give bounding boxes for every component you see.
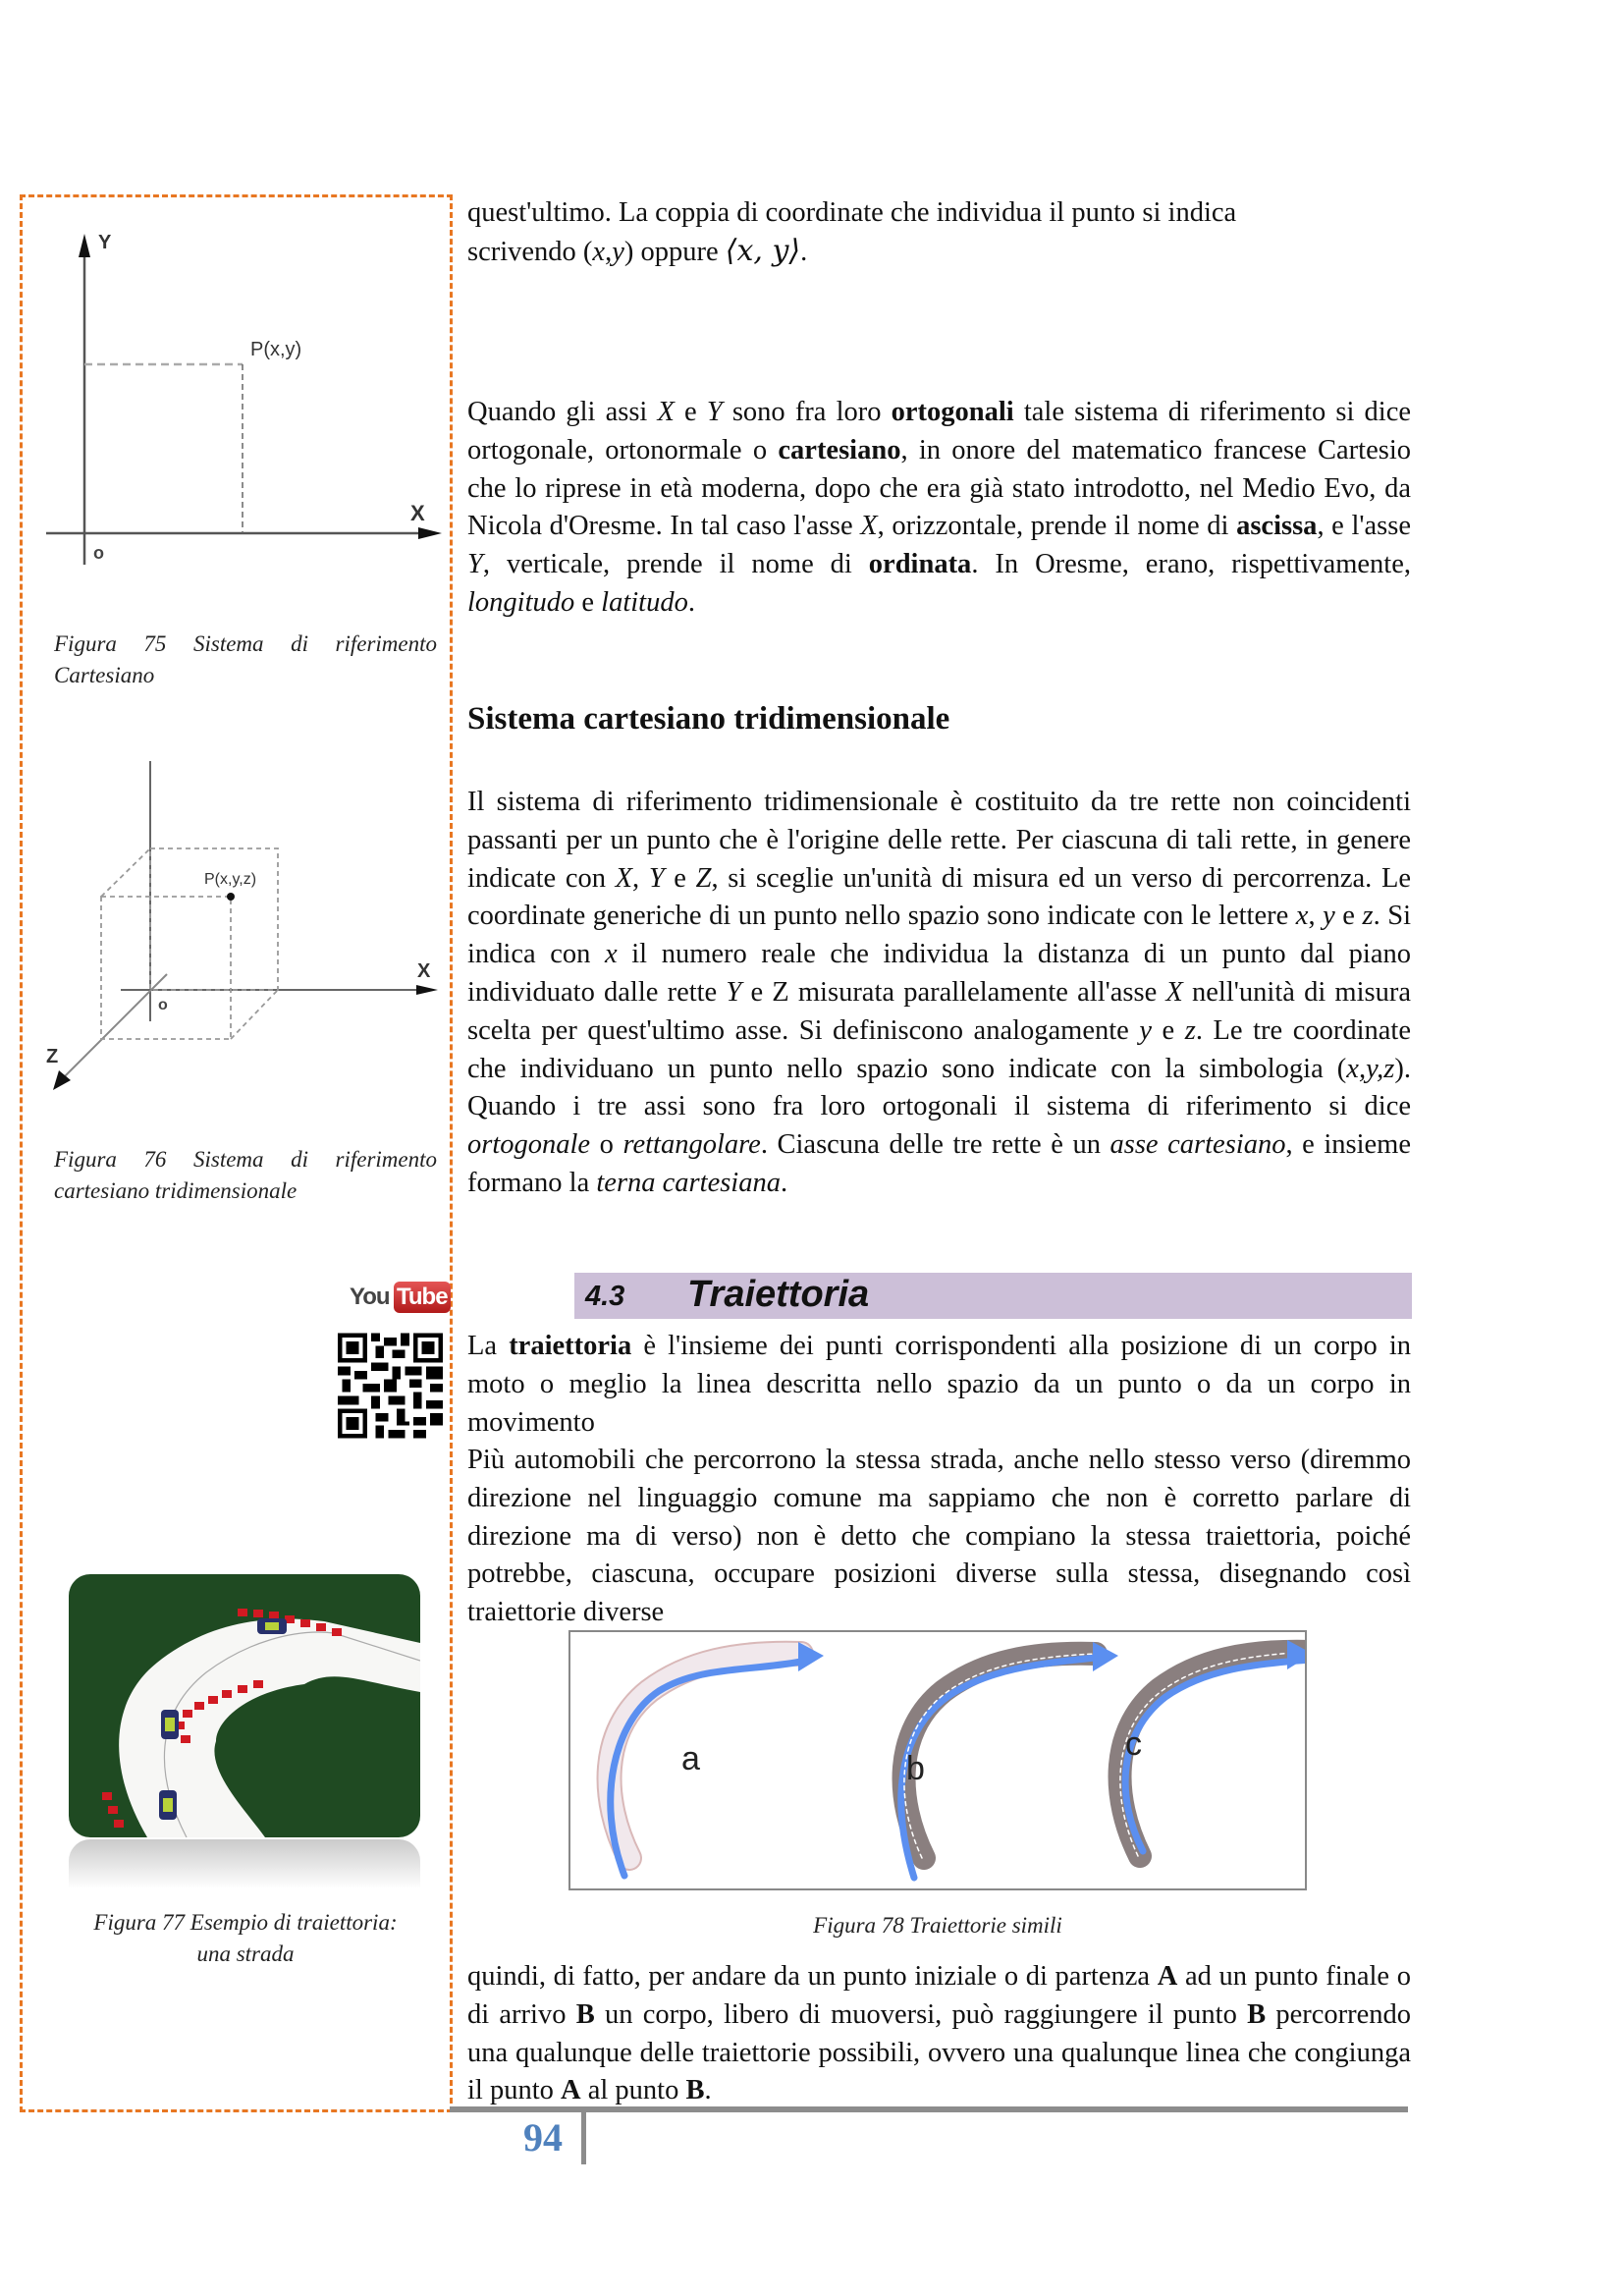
origin-label-3d: o [158, 997, 168, 1013]
conclusion-paragraph [467, 1958, 1411, 2110]
text: x [1295, 901, 1309, 932]
text: e [664, 862, 696, 894]
text: al punto [580, 2075, 686, 2106]
point-B: B [685, 2075, 705, 2106]
text: X [615, 862, 633, 894]
youtube-logo-icon[interactable] [350, 1282, 448, 1315]
point-label: P(x,y) [250, 339, 302, 360]
text: Z [695, 862, 712, 894]
text: quindi, di fatto, per andare da un punto iniziale o di partenza [467, 1961, 1158, 1992]
text: , si sceglie un'unità di misura ed un verso di percorrenza. Le coordinate generiche di un punto nello spazio sono indicate con le lettere [467, 862, 1411, 932]
text: percorrendo una qualunque delle traiettorie possibili, ovvero una qualunque linea che congiunga il punto [467, 1998, 1412, 2106]
italic-term: terna cartesiana [596, 1167, 781, 1198]
text: o [590, 1129, 623, 1161]
trajectory-label-a: a [681, 1740, 700, 1777]
figure-77-road-image [69, 1574, 420, 1837]
text: Y [467, 549, 483, 580]
figure-78-similar-trajectories [568, 1630, 1307, 1890]
figure-75-cartesian-2d [39, 224, 452, 577]
youtube-you-text: You [350, 1284, 390, 1310]
z-axis-label-3d: Z [46, 1046, 59, 1067]
point-A: A [1157, 1961, 1178, 1992]
intro-line1: quest'ultimo. La coppia di coordinate che individua il punto si indica [467, 197, 1237, 228]
figure-77-caption-line1: Figura 77 Esempio di traiettoria: [93, 1910, 398, 1935]
point-A: A [561, 2075, 581, 2106]
figure-77-caption [39, 1907, 452, 1970]
text: X [1165, 976, 1183, 1008]
text: . [800, 236, 808, 267]
bold-term: cartesiano [778, 434, 901, 465]
text: , [1308, 901, 1324, 932]
text: Y [706, 397, 723, 427]
y-axis-label: Y [98, 232, 112, 253]
text: ) oppure [623, 236, 726, 267]
point-B: B [575, 1998, 595, 2030]
text: scrivendo ( [467, 236, 593, 267]
text: , e l'asse [1317, 511, 1411, 542]
text: ad un punto finale o di arrivo [467, 1961, 1411, 2030]
text: . Le tre coordinate che individuano un punto nello spazio sono indicate con la simbologia ( [467, 1014, 1411, 1084]
text: e [1334, 901, 1363, 932]
heading-3d-system: Sistema cartesiano tridimensionale [467, 701, 950, 737]
point-B: B [1247, 1998, 1267, 2030]
text: . In Oresme, erano, rispettivamente, [971, 549, 1411, 580]
figure-77-caption-line2: una strada [196, 1941, 295, 1966]
var-y: y [612, 236, 624, 267]
angle-bracket-notation: ⟨x, y⟩ [725, 233, 801, 268]
text: Y [648, 862, 665, 894]
italic-term: asse cartesiano [1109, 1129, 1286, 1161]
3d-system-paragraph [467, 784, 1411, 1203]
text: e [574, 586, 602, 618]
text: , verticale, prende il nome di [482, 549, 869, 580]
section-number: 4.3 [585, 1281, 625, 1312]
text: x,y,z [1346, 1053, 1395, 1084]
origin-label: o [93, 543, 104, 563]
text: . [687, 586, 695, 618]
text: nell'unità di misura scelta per quest'ultimo asse. Si definiscono analogamente [467, 976, 1411, 1046]
text: z [1184, 1014, 1196, 1046]
text: La [467, 1331, 510, 1361]
youtube-tube-text: Tube [394, 1282, 451, 1313]
var-x: x [592, 236, 606, 267]
trajectory-definition-paragraph [467, 1328, 1411, 1442]
text: . [780, 1167, 788, 1198]
trajectory-label-c: c [1125, 1725, 1142, 1763]
text: x [605, 939, 618, 970]
page-number-separator [581, 2112, 586, 2164]
qr-code-icon[interactable] [338, 1333, 443, 1439]
text: sono fra loro [722, 397, 892, 427]
text: , in onore del matematico francese Cartesio che lo riprese in età moderna, dopo che era già stato introdotto, nel Medio Evo, da Nicola d'Oresme. In tal caso l'asse [467, 434, 1411, 542]
text: il numero reale che individua la distanza di un punto dal piano individuato dalle rette [467, 939, 1411, 1008]
text: Quando gli assi [467, 397, 658, 427]
orthogonal-paragraph [467, 394, 1411, 623]
italic-term: ortogonale [467, 1129, 591, 1161]
page-number: 94 [523, 2115, 563, 2159]
bold-term: ascissa [1236, 511, 1318, 542]
text: tale sistema di riferimento si dice ortogonale, ortonormale o [467, 397, 1411, 465]
text: Il sistema di riferimento tridimensionale è costituito da tre rette non coincidenti passanti per un punto che è l'origine delle rette. Per ciascuna di tali rette, in genere indicate con [467, 787, 1411, 894]
italic-term: latitudo [601, 586, 688, 618]
trajectory-label-b: b [906, 1750, 925, 1787]
text: è l'insieme dei punti corrispondenti alla posizione di un corpo in moto o meglio la linea descritta nello spazio da un punto o da un corpo in movimento [467, 1331, 1412, 1438]
x-axis-label-3d: X [417, 960, 431, 982]
section-heading-4-3 [574, 1273, 1412, 1319]
text: . Si indica con [467, 901, 1412, 970]
text: e [1152, 1014, 1185, 1046]
italic-term: longitudo [467, 586, 575, 618]
text: , [605, 236, 613, 267]
point-3d-label: P(x,y,z) [204, 871, 257, 888]
italic-term: rettangolare [622, 1129, 761, 1161]
road-illustration [69, 1574, 420, 1837]
figure-76-cartesian-3d [39, 756, 452, 1100]
figure-76-caption: Figura 76 Sistema di riferimento cartesiano tridimensionale [54, 1147, 437, 1203]
bold-term: ordinata [868, 549, 972, 580]
text: X [860, 511, 878, 542]
bold-term: ortogonali [891, 397, 1014, 427]
text: , orizzontale, prende il nome di [877, 511, 1237, 542]
text: z [1362, 901, 1374, 932]
intro-paragraph [467, 194, 1411, 272]
automobiles-paragraph: Più automobili che percorrono la stessa strada, anche nello stesso verso (diremmo direzione nel linguaggio comune ma sappiamo che non è corretto parlare di direzione ma di verso) non è detto che compiano la stessa traiettoria, poiché potrebbe, ciascuna, occupare posizioni diverse sulla stessa, disegnando così traiettorie diverse [467, 1445, 1411, 1628]
text: Y [726, 976, 742, 1008]
road-image-reflection [69, 1839, 420, 1888]
text: y [1323, 901, 1335, 932]
text: un corpo, libero di muoversi, può raggiungere il punto [594, 1998, 1248, 2030]
text: . Ciascuna delle tre rette è un [760, 1129, 1110, 1161]
x-axis-label: X [410, 501, 425, 525]
figure-78-caption: Figura 78 Traiettorie simili [813, 1913, 1062, 1938]
section-title: Traiettoria [687, 1274, 870, 1315]
figure-75-caption: Figura 75 Sistema di riferimento Cartesiano [54, 631, 437, 687]
text: , e insieme formano la [467, 1129, 1411, 1198]
text: ). Quando i tre assi sono fra loro ortogonali il sistema di riferimento si dice [467, 1053, 1411, 1122]
text: e Z misurata parallelamente all'asse [741, 976, 1166, 1008]
text: e [674, 397, 707, 427]
footer-rule [450, 2106, 1408, 2112]
bold-term: traiettoria [509, 1331, 632, 1361]
text: . [704, 2075, 712, 2106]
text: X [657, 397, 675, 427]
text: , [632, 862, 649, 894]
text: y [1139, 1014, 1153, 1046]
